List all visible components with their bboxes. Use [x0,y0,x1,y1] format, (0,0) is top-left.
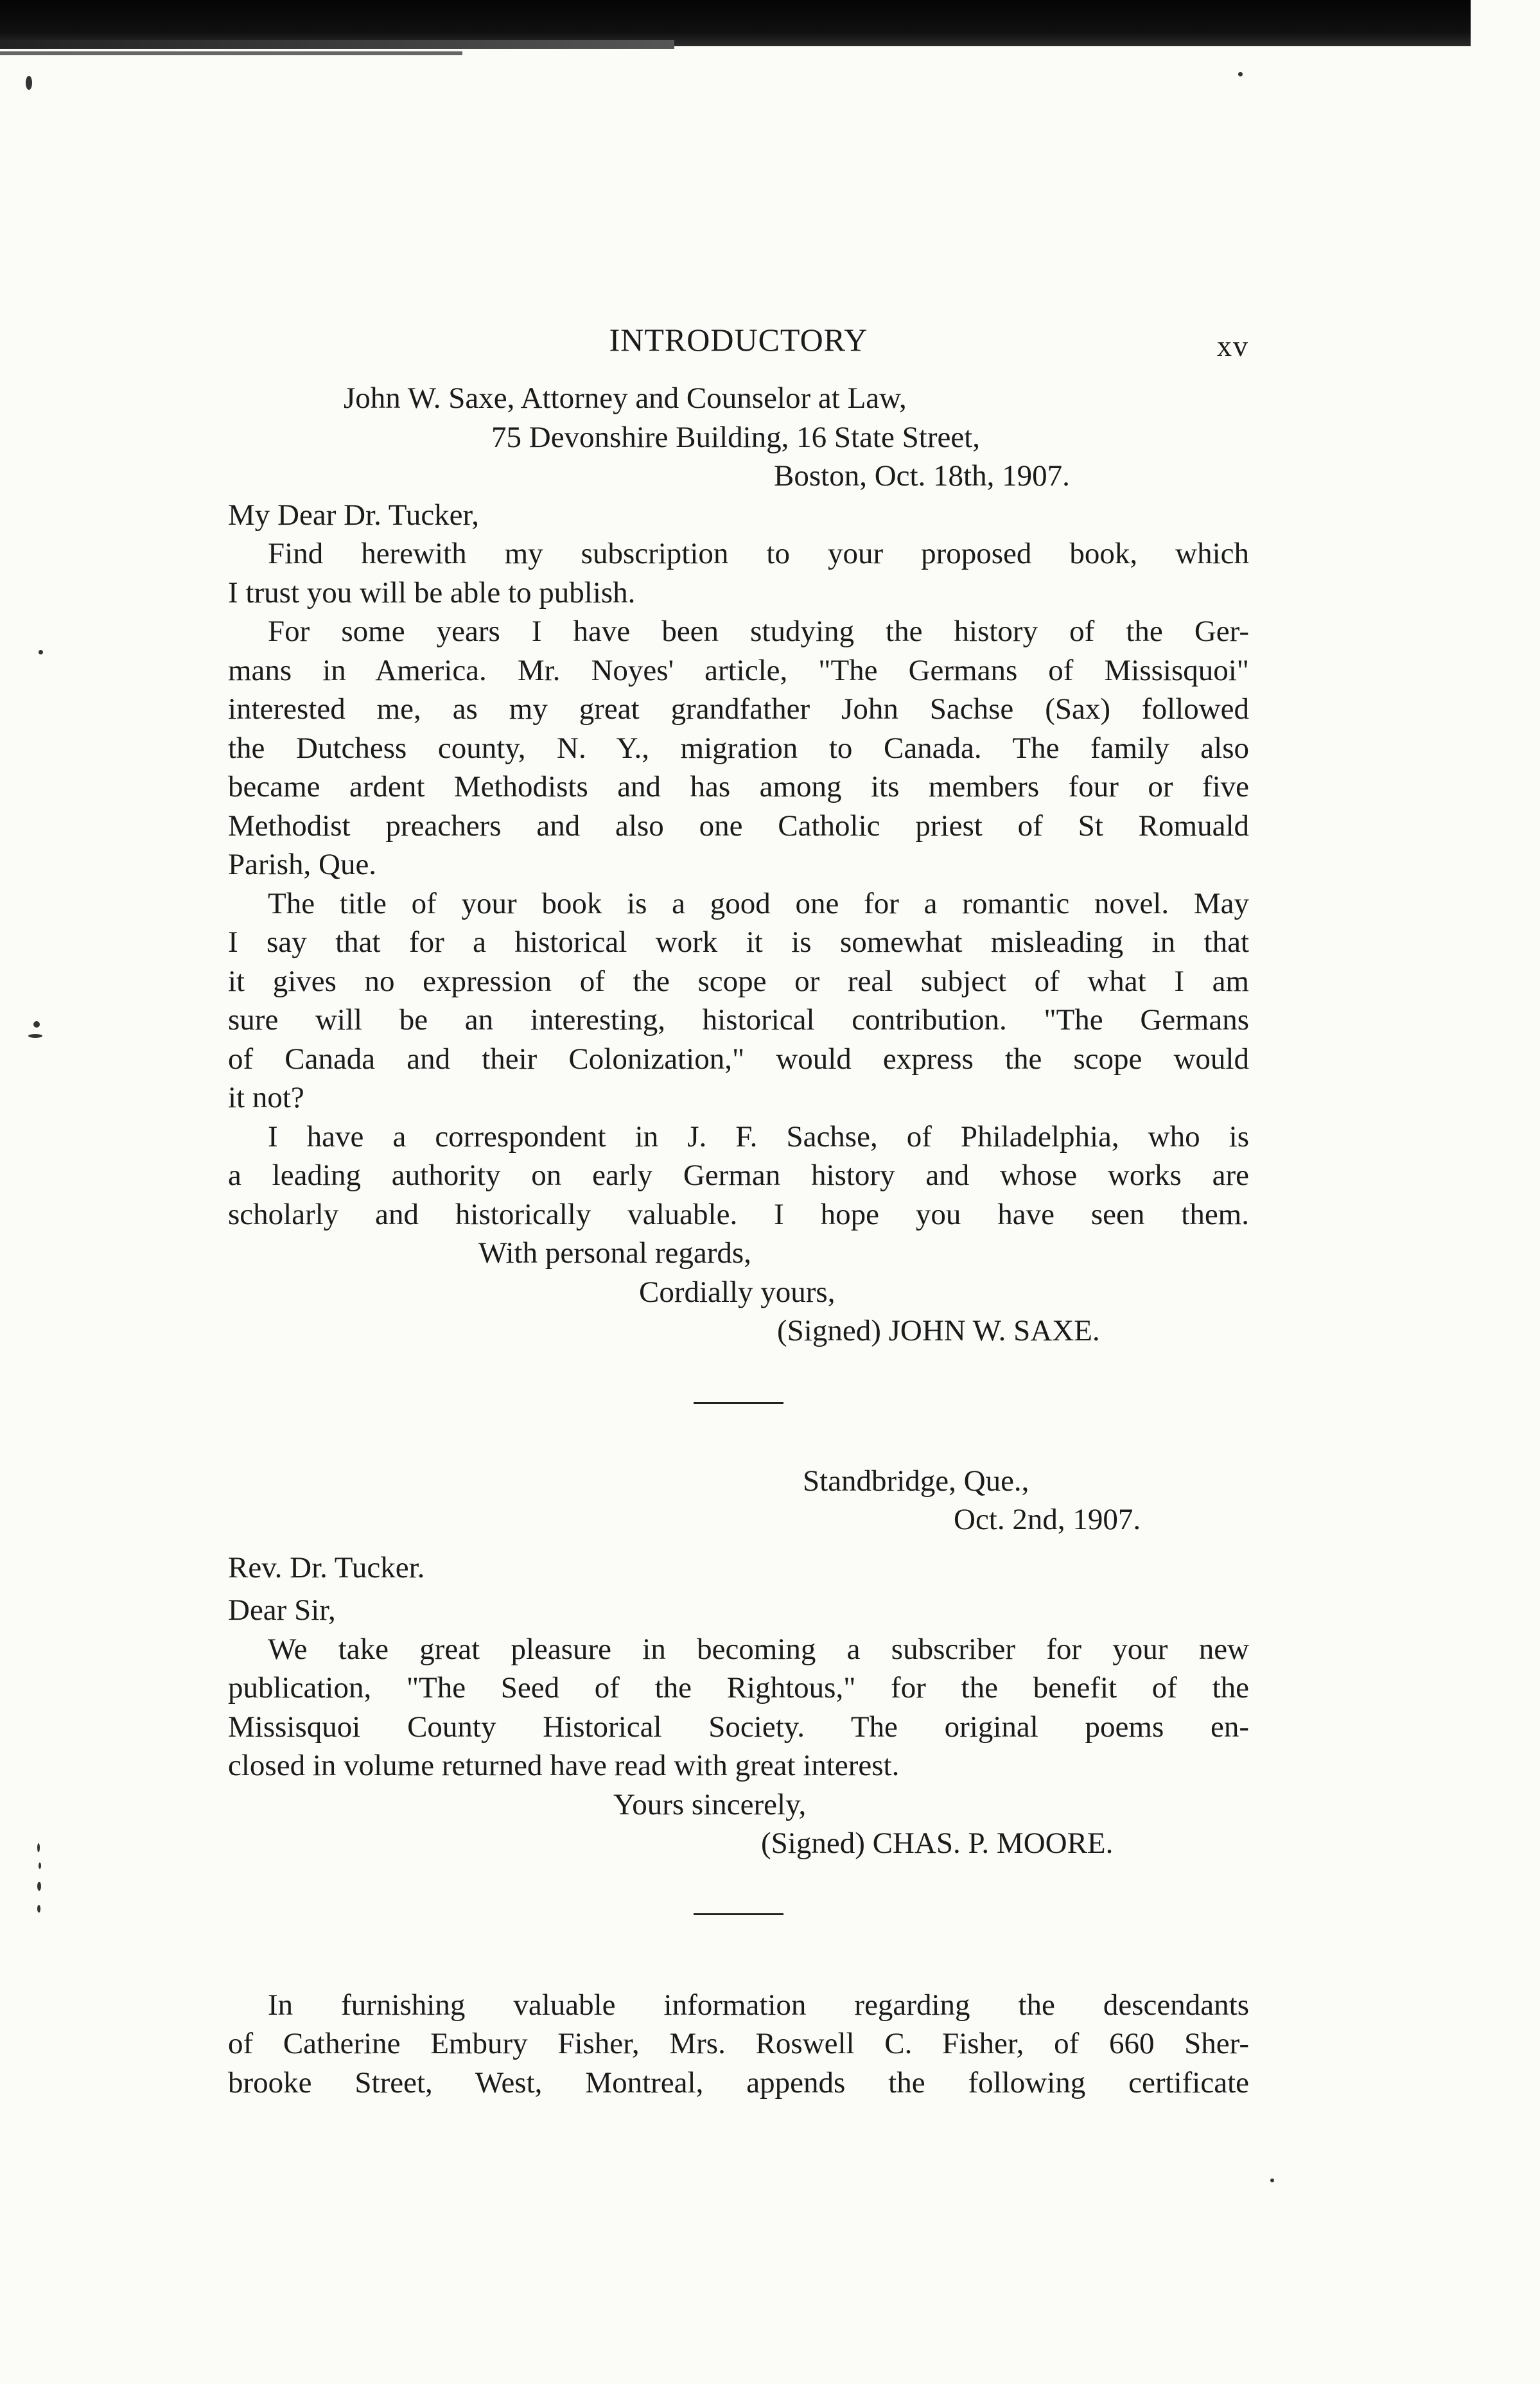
salutation: Dear Sir, [228,1593,336,1627]
body-line: closed in volume returned have read with great interest. [228,1749,900,1782]
body-line: I trust you will be able to publish. [228,575,636,609]
signature-saxe: (Signed) JOHN W. SAXE. [777,1314,1100,1347]
body-line: Methodist preachers and also one Catholic priest of St Romuald [228,809,1249,843]
fisher-paragraph [228,1986,1249,2103]
body-line: the Dutchess county, N. Y., migration to Canada. The family also [228,731,1249,765]
scan-edge-line [0,51,462,55]
closing-sincerely: Yours sincerely, [613,1787,807,1821]
body-line: We take great pleasure in becoming a subscriber for your new [268,1632,1249,1666]
date-line: Oct. 2nd, 1907. [954,1503,1141,1536]
closing-cordially: Cordially yours, [639,1275,836,1309]
running-title: INTRODUCTORY [609,322,868,358]
body-line: publication, "The Seed of the Rightous," for the benefit of the [228,1671,1249,1705]
body-line: The title of your book is a good one for a romantic novel. May [268,886,1249,920]
letter-saxe [228,379,1249,1351]
closing-regards: With personal regards, [478,1236,751,1270]
body-line: scholarly and historically valuable. I hope you have seen them. [228,1197,1249,1231]
body-line: sure will be an interesting, historical contribution. "The Germans [228,1003,1249,1037]
letter-moore [228,1462,1249,1863]
body-line: For some years I have been studying the history of the Ger- [268,615,1249,648]
body-line: of Canada and their Colonization," would express the scope would [228,1042,1249,1076]
running-head [228,321,1249,379]
body-line: I have a correspondent in J. F. Sachse, of Philadelphia, who is [268,1119,1249,1153]
signature-moore: (Signed) CHAS. P. MOORE. [761,1827,1114,1860]
sender-line: John W. Saxe, Attorney and Counselor at Law, [344,381,907,415]
date-line: Boston, Oct. 18th, 1907. [774,459,1070,493]
body-line: of Catherine Embury Fisher, Mrs. Roswell C. Fisher, of 660 Sher- [228,2027,1249,2060]
body-line: Missisquoi County Historical Society. The original poems en- [228,1710,1249,1744]
body-line: it gives no expression of the scope or real subject of what I am [228,964,1249,998]
body-line: it not? [228,1081,304,1114]
body-line: brooke Street, West, Montreal, appends the following certificate [228,2065,1249,2099]
address-line: 75 Devonshire Building, 16 State Street, [491,420,981,454]
place-line: Standbridge, Que., [803,1464,1029,1498]
body-line: In furnishing valuable information regarding the descendants [268,1988,1249,2022]
scan-edge-shadow [0,40,674,49]
body-line: Parish, Que. [228,848,377,881]
body-line: interested me, as my great grandfather John Sachse (Sax) followed [228,692,1249,726]
page-number: xv [1217,329,1249,362]
salutation: My Dear Dr. Tucker, [228,498,480,532]
body-line: a leading authority on early German history and whose works are [228,1159,1249,1192]
body-line: Find herewith my subscription to your proposed book, which [268,537,1249,570]
addressee: Rev. Dr. Tucker. [228,1550,425,1584]
page-text [228,321,1249,2102]
body-line: became ardent Methodists and has among its members four or five [228,770,1249,803]
body-line: mans in America. Mr. Noyes' article, "The Germans of Missisquoi" [228,653,1249,687]
body-line: I say that for a historical work it is somewhat misleading in that [228,925,1249,959]
